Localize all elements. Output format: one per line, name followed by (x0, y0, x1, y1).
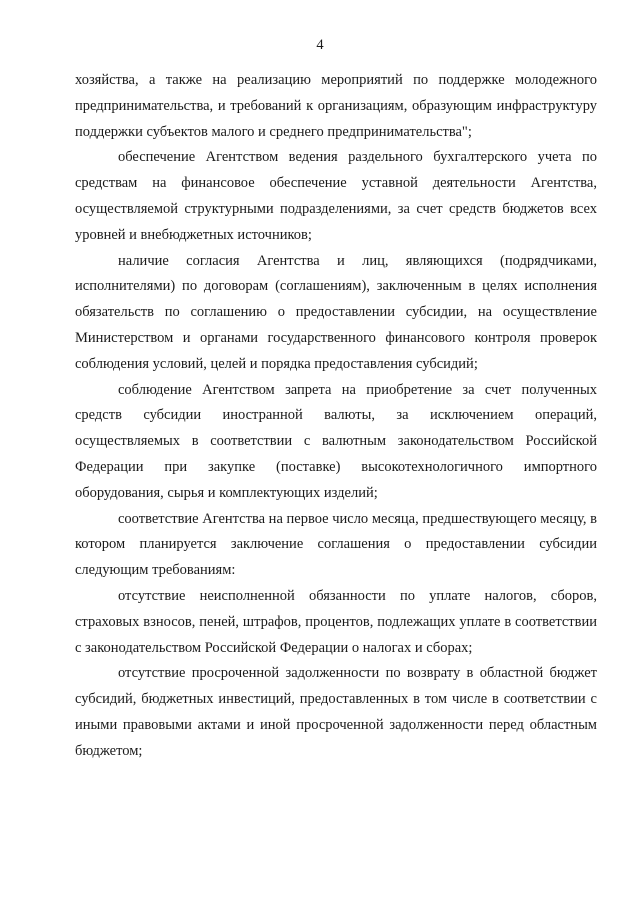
paragraph-7: отсутствие просроченной задолженности по возврату в областной бюджет субсидий, бюджетных инвестиций, предоставленных в том числе в соответствии с иными правовыми актами и иной просроченной задолженности перед областным бюджетом; (75, 665, 597, 759)
paragraph-1: хозяйства, а также на реализацию мероприятий по поддержке молодежного предпринимательства, и требований к организациям, образующим инфраструктуру поддержки субъектов малого и среднего предпринимательства"; (75, 72, 597, 140)
paragraph-3: наличие согласия Агентства и лиц, являющихся (подрядчиками, исполнителями) по договорам (соглашениям), заключенным в целях исполнения обязательств по соглашению о предоставлении субсидии, на осуществление Министерством и органами государственного финансового контроля проверок соблюдения условий, целей и порядка предоставления субсидий; (75, 252, 597, 372)
document-body (75, 68, 597, 765)
paragraph-4: соблюдение Агентством запрета на приобретение за счет полученных средств субсидии иностранной валюты, за исключением операций, осуществляемых в соответствии с валютным законодательством Российской Федерации при закупке (поставке) высокотехнологичного импортного оборудования, сырья и комплектующих изделий; (75, 381, 597, 501)
page-number: 4 (316, 37, 324, 53)
paragraph-5: соответствие Агентства на первое число месяца, предшествующего месяцу, в котором планируется заключение соглашения о предоставлении субсидии следующим требованиям: (75, 510, 597, 579)
paragraph-2: обеспечение Агентством ведения раздельного бухгалтерского учета по средствам на финансовое обеспечение уставной деятельности Агентства, осуществляемой структурными подразделениями, за счет средств бюджетов всех уровней и внебюджетных источников; (75, 149, 597, 243)
paragraph-6: отсутствие неисполненной обязанности по уплате налогов, сборов, страховых взносов, пеней, штрафов, процентов, подлежащих уплате в соответствии с законодательством Российской Федерации о налогах и сборах; (75, 587, 597, 656)
